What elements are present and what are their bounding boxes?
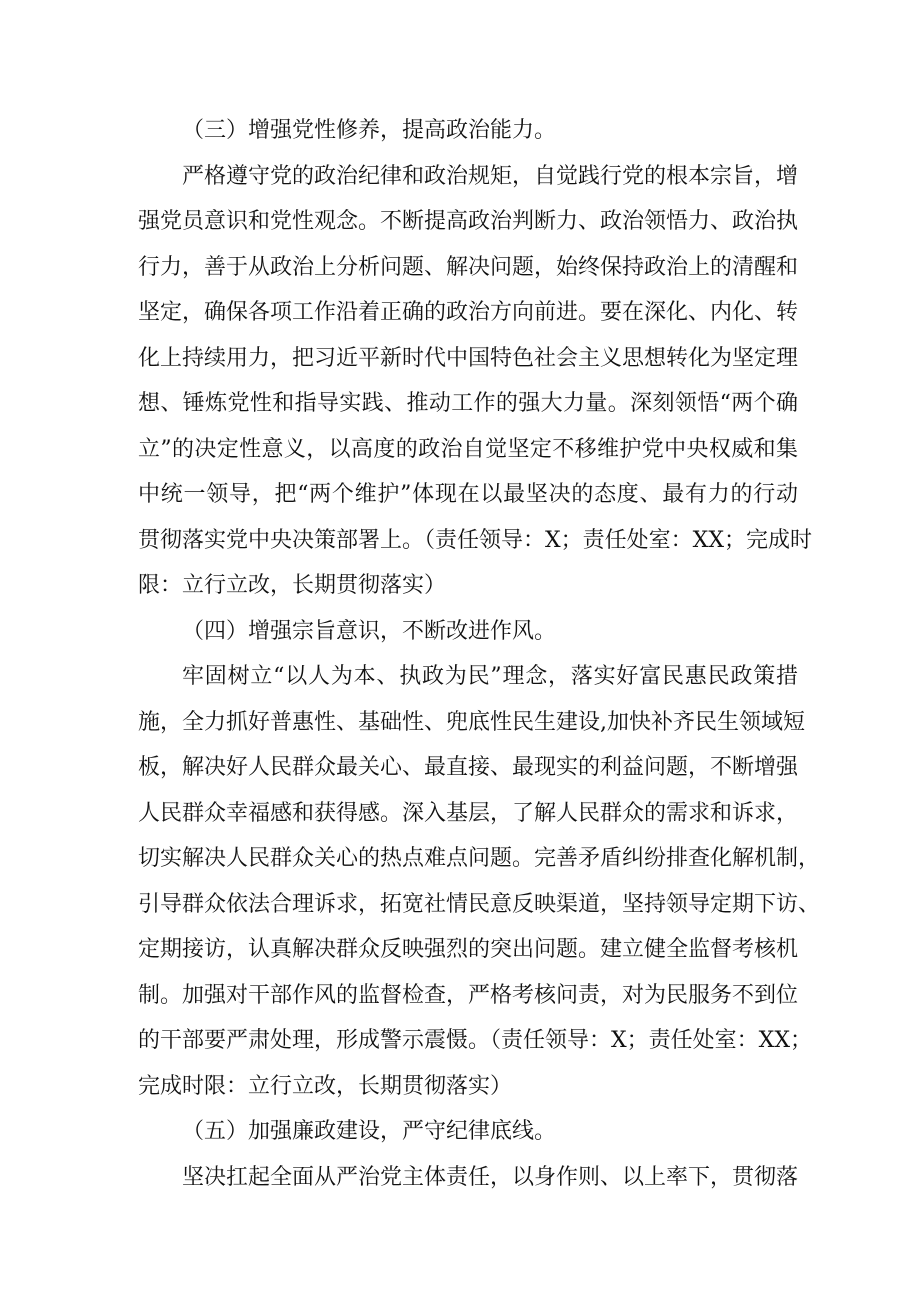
paragraph-line: 完成时限：立行立改，长期贯彻落实） bbox=[138, 1073, 513, 1099]
paragraph-line: 贯彻落实党中央决策部署上。（责任领导：X；责任处室：XX；完成时 bbox=[138, 527, 812, 553]
section-paragraph bbox=[138, 154, 812, 609]
paragraph-line: 立”的决定性意义，以高度的政治自觉坚定不移维护党中央权威和集 bbox=[138, 436, 798, 462]
section-heading: （三）增强党性修养，提高政治能力。 bbox=[182, 118, 557, 143]
paragraph-line: 严格遵守党的政治纪律和政治规矩，自觉践行党的根本宗旨，增 bbox=[182, 163, 799, 189]
paragraph-line: 制。加强对干部作风的监督检查，严格考核问责，对为民服务不到位 bbox=[138, 982, 799, 1008]
section-paragraph bbox=[138, 654, 821, 1109]
document-body bbox=[138, 108, 821, 1200]
paragraph-line: 引导群众依法合理诉求，拓宽社情民意反映渠道，坚持领导定期下访、 bbox=[138, 891, 821, 917]
paragraph-line: 强党员意识和党性观念。不断提高政治判断力、政治领悟力、政治执 bbox=[138, 209, 799, 234]
paragraph-line: 定期接访，认真解决群众反映强烈的突出问题。建立健全监督考核机 bbox=[138, 937, 799, 962]
paragraph-line: 限：立行立改，长期贯彻落实） bbox=[138, 573, 447, 598]
section-paragraph bbox=[138, 1155, 798, 1201]
paragraph-line: 化上持续用力，把习近平新时代中国特色社会主义思想转化为坚定理 bbox=[138, 345, 799, 371]
section-heading: （五）加强廉政建设，严守纪律底线。 bbox=[182, 1119, 557, 1144]
paragraph-line: 人民群众幸福感和获得感。深入基层，了解人民群众的需求和诉求， bbox=[138, 800, 799, 826]
paragraph-line: 施，全力抓好普惠性、基础性、兜底性民生建设,加快补齐民生领域短 bbox=[138, 709, 805, 735]
paragraph-line: 牢固树立“以人为本、执政为民”理念，落实好富民惠民政策措 bbox=[182, 664, 798, 689]
paragraph-line: 行力，善于从政治上分析问题、解决问题，始终保持政治上的清醒和 bbox=[138, 254, 799, 280]
paragraph-line: 板，解决好人民群众最关心、最直接、最现实的利益问题，不断增强 bbox=[138, 755, 799, 780]
paragraph-line: 切实解决人民群众关心的热点难点问题。完善矛盾纠纷排查化解机制， bbox=[138, 846, 821, 871]
paragraph-line: 坚决扛起全面从严治党主体责任，以身作则、以上率下，贯彻落 bbox=[182, 1164, 799, 1190]
paragraph-line: 想、锤炼党性和指导实践、推动工作的强大力量。深刻领悟“两个确 bbox=[138, 391, 798, 416]
paragraph-line: 中统一领导，把“两个维护”体现在以最坚决的态度、最有力的行动 bbox=[138, 482, 798, 507]
paragraph-line: 坚定，确保各项工作沿着正确的政治方向前进。要在深化、内化、转 bbox=[138, 300, 799, 325]
paragraph-line: 的干部要严肃处理，形成警示震慑。（责任领导：X；责任处室：XX； bbox=[138, 1028, 812, 1053]
section-heading: （四）增强宗旨意识，不断改进作风。 bbox=[182, 618, 557, 644]
